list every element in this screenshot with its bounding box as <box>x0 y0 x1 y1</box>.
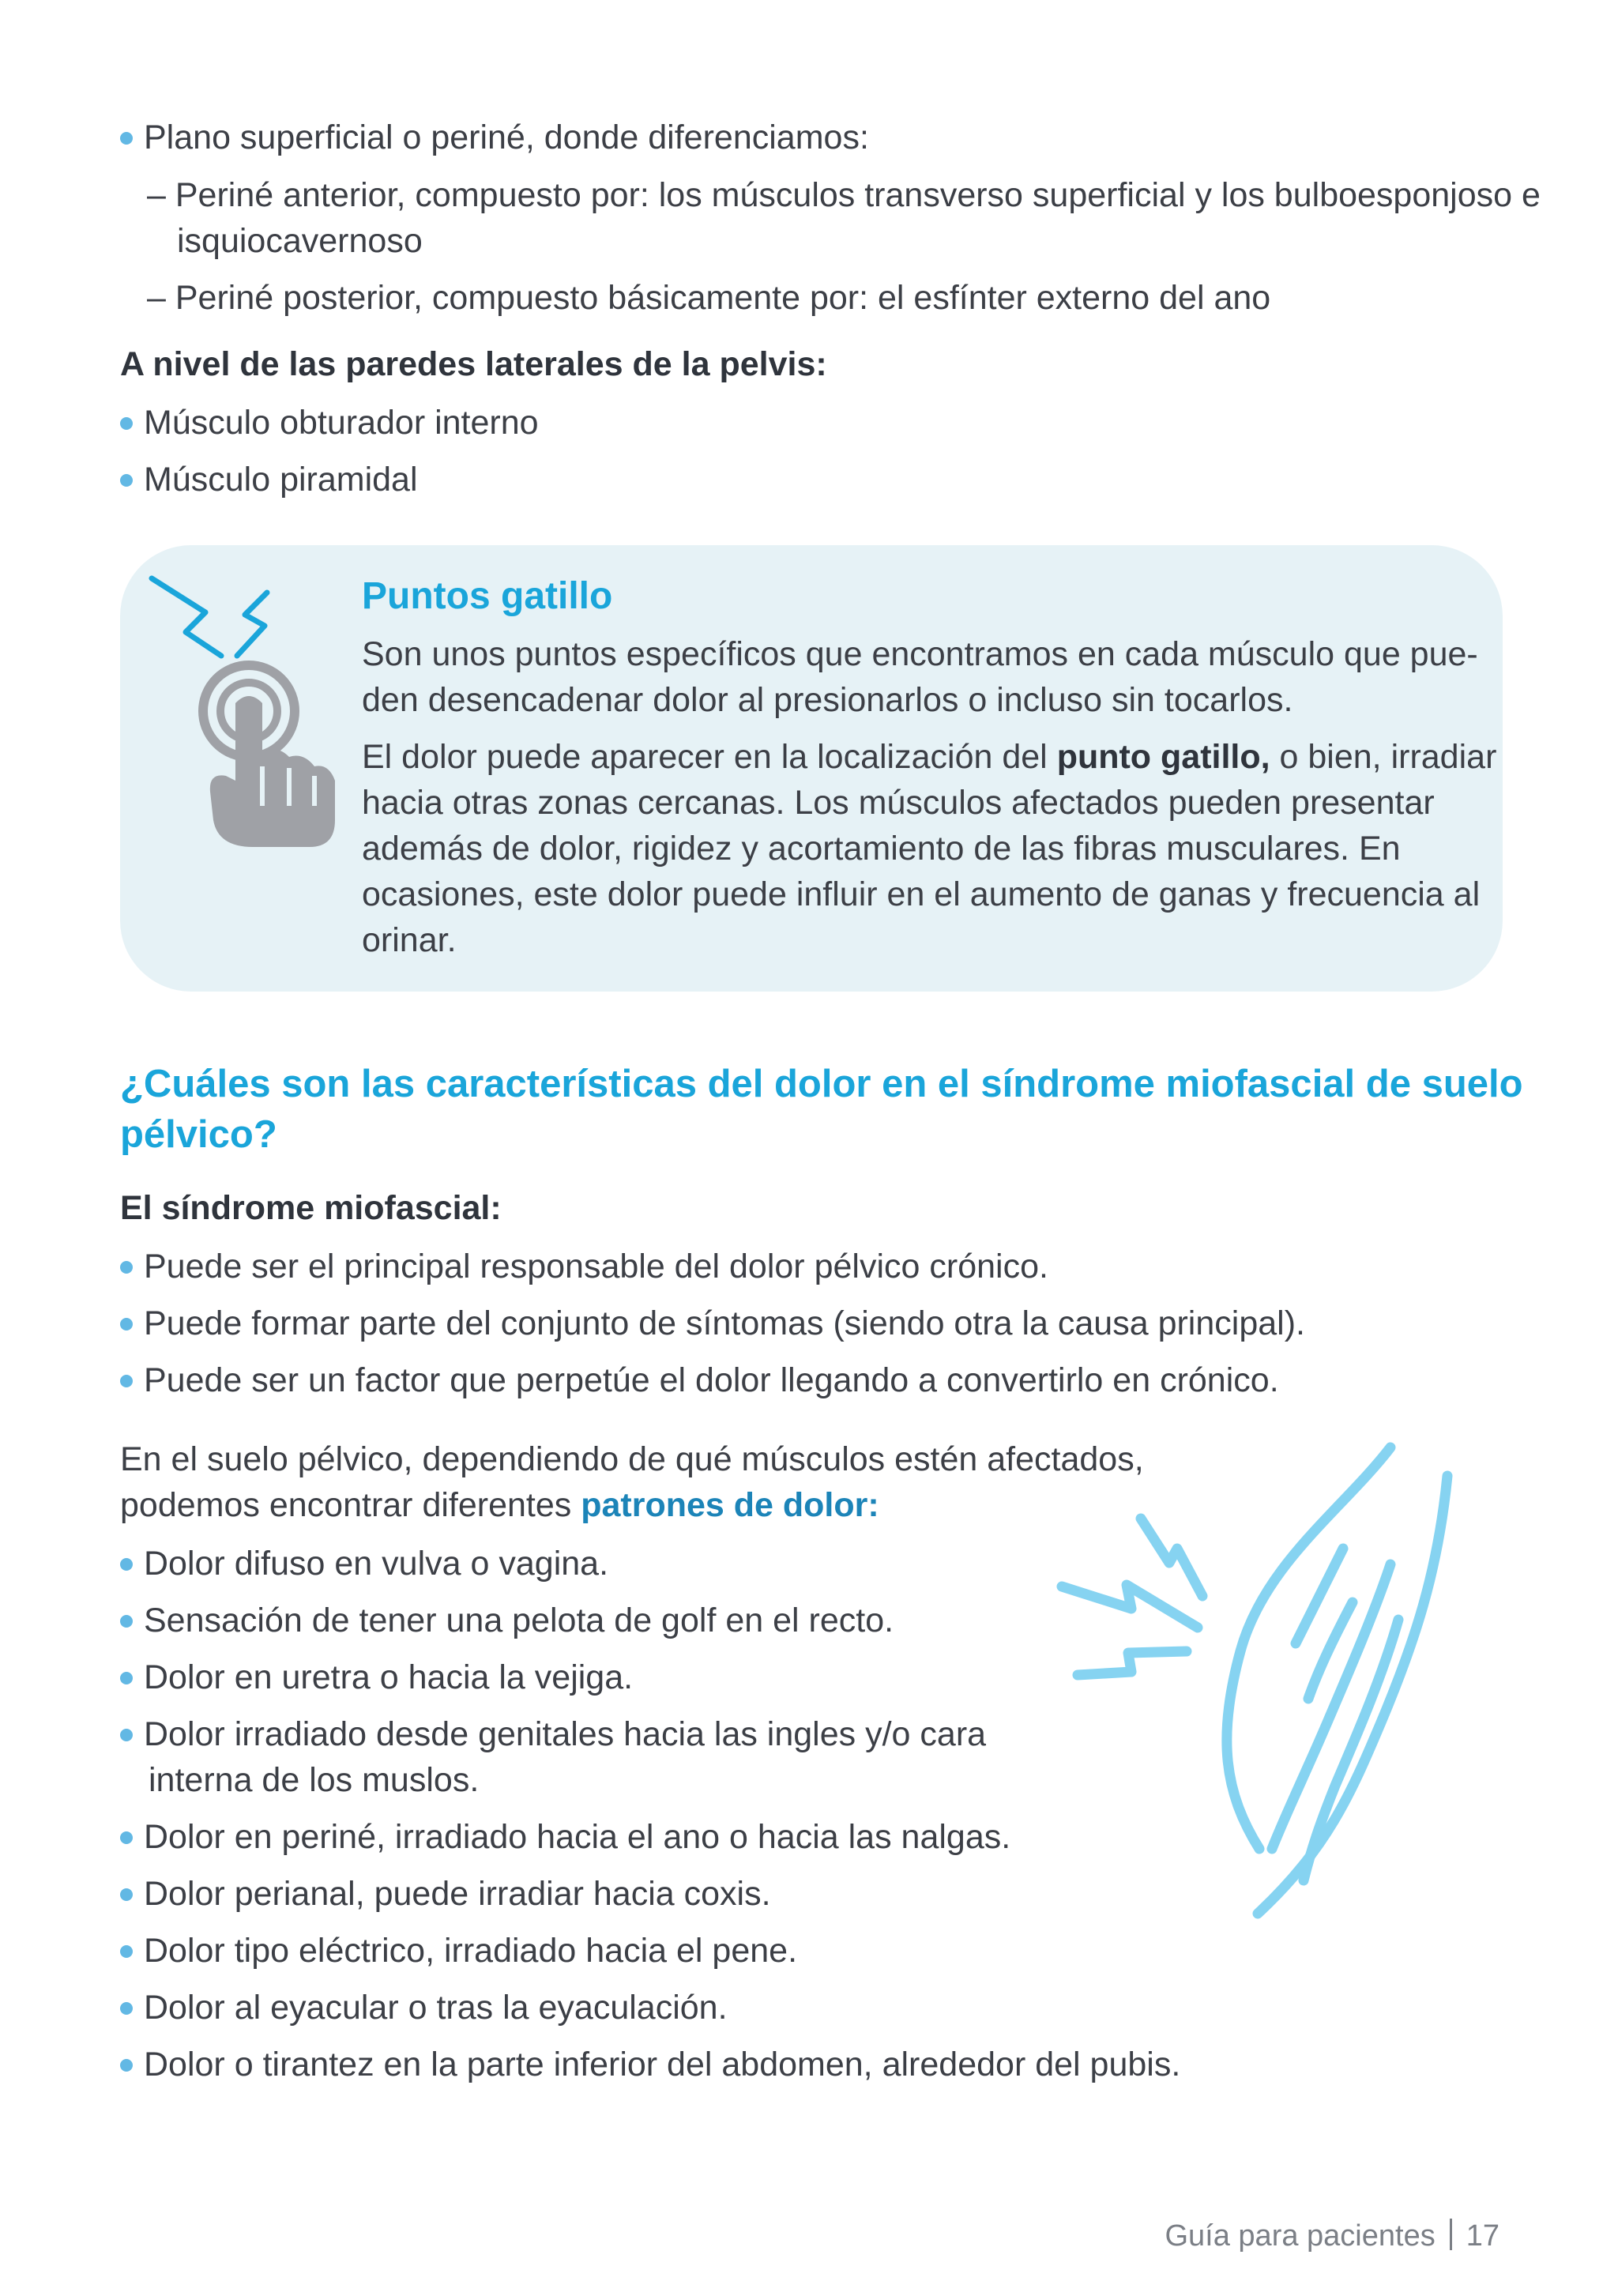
bullet-text: Dolor en uretra o hacia la vejiga. <box>144 1658 634 1696</box>
bullet-text: Dolor difuso en vulva o vagina. <box>144 1545 609 1583</box>
bullet-item <box>120 1871 771 1917</box>
bullet-item <box>120 1814 1010 1860</box>
bullet-text: Músculo obturador interno <box>144 404 539 442</box>
bullet-text: Dolor perianal, puede irradiar hacia coxis. <box>144 1875 771 1913</box>
bullet-dot-icon <box>120 1672 133 1684</box>
bullet-dot-icon <box>120 132 133 145</box>
footer-guide-title: Guía para pacientes <box>1165 2219 1436 2253</box>
subheading: A nivel de las paredes laterales de la pelvis: <box>120 345 827 383</box>
bullet-text: Dolor o tirantez en la parte inferior del abdomen, alrededor del pubis. <box>144 2046 1181 2083</box>
bullet-dot-icon <box>120 2059 133 2072</box>
sub-item: – Periné anterior, compuesto por: los músculos transverso superficial y los bulboesponjoso e <box>147 176 1541 214</box>
bullet-item <box>120 1357 1279 1403</box>
bullet-text: Dolor tipo eléctrico, irradiado hacia el pene. <box>144 1932 798 1970</box>
sub-item-continuation: isquiocavernoso <box>177 222 423 260</box>
callout-line: orinar. <box>362 921 457 959</box>
page-number: 17 <box>1466 2219 1499 2253</box>
bullet-text: Dolor al eyacular o tras la eyaculación. <box>144 1989 728 2027</box>
bullet-item <box>120 1244 1048 1289</box>
bullet-dot-icon <box>120 1615 133 1628</box>
callout-line: ocasiones, este dolor puede influir en el aumento de ganas y frecuencia al <box>362 875 1481 913</box>
callout-line: Son unos puntos específicos que encontramos en cada músculo que pue- <box>362 635 1478 673</box>
callout-line: hacia otras zonas cercanas. Los músculos afectados pueden presentar <box>362 784 1435 822</box>
bullet-continuation: interna de los muslos. <box>149 1761 480 1799</box>
bullet-dot-icon <box>120 1888 133 1901</box>
callout-title: Puntos gatillo <box>362 575 613 617</box>
paragraph-line: En el suelo pélvico, dependiendo de qué músculos estén afectados, <box>120 1440 1144 1478</box>
highlight-term: patrones de dolor: <box>581 1486 879 1524</box>
bullet-dot-icon <box>120 2002 133 2015</box>
bullet-item <box>120 400 539 446</box>
bullet-text: Dolor irradiado desde genitales hacia las ingles y/o cara <box>144 1715 987 1753</box>
bullet-item <box>120 1928 797 1974</box>
footer-divider <box>1450 2219 1452 2250</box>
bullet-dot-icon <box>120 417 133 430</box>
bullet-dot-icon <box>120 474 133 487</box>
paragraph-line <box>120 1482 879 1528</box>
bullet-item <box>120 1300 1305 1346</box>
paragraph-text: podemos encontrar diferentes <box>120 1486 581 1524</box>
callout-text-span: El dolor puede aparecer en la localización del <box>362 738 1057 776</box>
bullet-dot-icon <box>120 1558 133 1571</box>
bullet-text: Plano superficial o periné, donde diferenciamos: <box>144 119 869 156</box>
callout-line <box>362 734 1496 780</box>
callout-bold-term: punto gatillo, <box>1056 738 1270 776</box>
bullet-text: Puede ser un factor que perpetúe el dolor llegando a convertirlo en crónico. <box>144 1361 1279 1399</box>
bullet-dot-icon <box>120 1729 133 1741</box>
callout-line: además de dolor, rigidez y acortamiento de las fibras musculares. En <box>362 830 1401 868</box>
bullet-item <box>120 1598 894 1643</box>
bullet-item <box>120 115 869 160</box>
sub-item: – Periné posterior, compuesto básicamente por: el esfínter externo del ano <box>147 279 1271 317</box>
bullet-text: Sensación de tener una pelota de golf en el recto. <box>144 1602 894 1639</box>
bullet-dot-icon <box>120 1375 133 1387</box>
bullet-dot-icon <box>120 1318 133 1331</box>
bullet-item <box>120 1541 608 1586</box>
bullet-text: Dolor en periné, irradiado hacia el ano o hacia las nalgas. <box>144 1818 1011 1856</box>
bullet-item <box>120 1711 986 1757</box>
bullet-dot-icon <box>120 1945 133 1958</box>
bullet-item <box>120 1654 633 1700</box>
pressing-hand-icon <box>142 569 340 861</box>
bullet-item <box>120 1985 728 2031</box>
bullet-item <box>120 2042 1180 2087</box>
subheading: El síndrome miofascial: <box>120 1189 502 1227</box>
bullet-dot-icon <box>120 1831 133 1844</box>
muscle-pain-icon <box>1043 1438 1485 1944</box>
bullet-text: Músculo piramidal <box>144 461 418 499</box>
callout-text-span: o bien, irradiar <box>1270 738 1497 776</box>
bullet-text: Puede ser el principal responsable del dolor pélvico crónico. <box>144 1248 1048 1285</box>
page-footer <box>1165 2217 1499 2255</box>
section-heading: ¿Cuáles son las características del dolor en el síndrome miofascial de suelo <box>120 1063 1523 1105</box>
bullet-item <box>120 457 418 502</box>
section-heading-continuation: pélvico? <box>120 1113 277 1156</box>
bullet-dot-icon <box>120 1261 133 1274</box>
callout-line: den desencadenar dolor al presionarlos o incluso sin tocarlos. <box>362 681 1293 719</box>
bullet-text: Puede formar parte del conjunto de síntomas (siendo otra la causa principal). <box>144 1304 1305 1342</box>
